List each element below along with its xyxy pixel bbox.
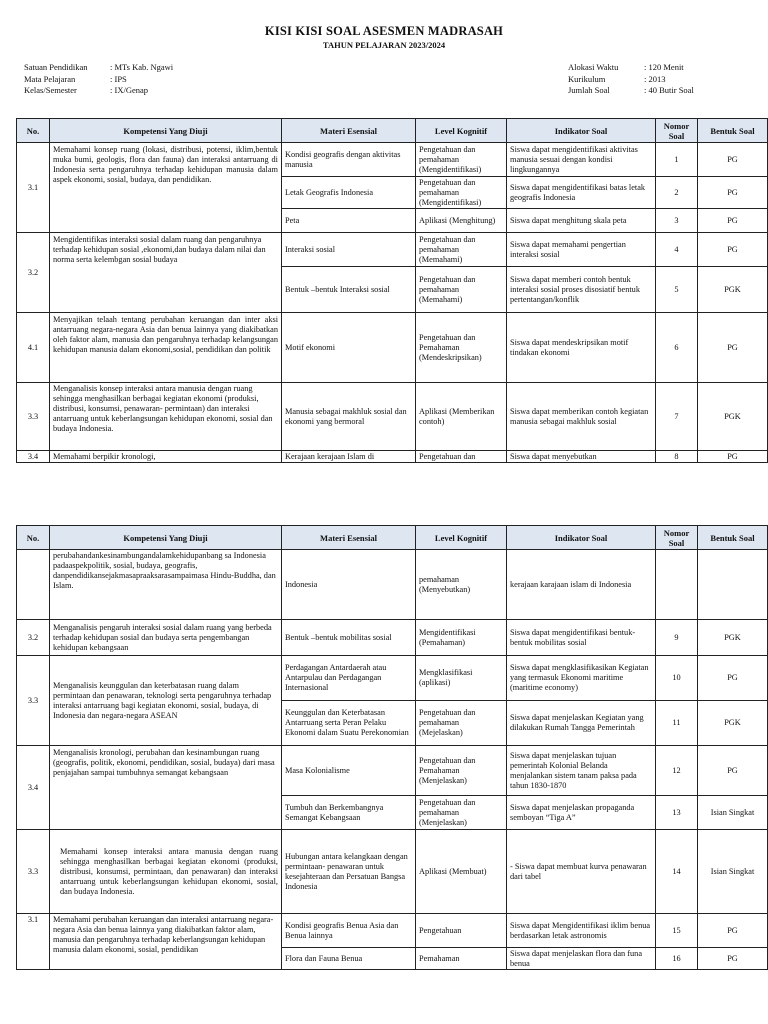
- table-row: [17, 233, 768, 267]
- table-row: [17, 620, 768, 656]
- cell-kompetensi: Menganalisis konsep interaksi antara manusia dengan ruang sehingga menghasilkan berbagai kegiatan ekonomi (produksi, distribusi, konsumsi, penawaran- permintaan) dan interaksi antarruang untuk keberlangsungan kehidupan ekonomi, sosial dan budaya Indonesia.: [50, 383, 282, 451]
- cell-materi: Tumbuh dan Berkembangnya Semangat Kebangsaan: [282, 796, 416, 830]
- cell-indikator: Siswa dapat memberi contoh bentuk interaksi sosial proses disosiatif bentuk pertentangan/konflik: [507, 267, 656, 313]
- cell-indikator: kerajaan karajaan islam di Indonesia: [507, 550, 656, 620]
- cell-no: 3.1: [17, 914, 50, 970]
- info-value: : 120 Menit: [644, 62, 684, 72]
- cell-materi: Perdagangan Antardaerah atau Antarpulau dan Perdagangan Internasional: [282, 656, 416, 701]
- cell-bentuk: PGK: [698, 267, 768, 313]
- cell-level: Aplikasi (Menghitung): [416, 209, 507, 233]
- cell-level: Aplikasi (Membuat): [416, 830, 507, 914]
- col-header-kompetensi: Kompetensi Yang Diuji: [50, 119, 282, 143]
- cell-nomor: 9: [656, 620, 698, 656]
- cell-bentuk: PG: [698, 914, 768, 948]
- cell-bentuk: PG: [698, 233, 768, 267]
- cell-kompetensi: Memahami konsep ruang (lokasi, distribusi, potensi, iklim,bentuk muka bumi, geologis, flora dan fauna) dan interaksi antarruang di Indonesia serta pengaruhnya terhadap kehidupan manusia dalam aspek ekonomi, sosial, budaya, dan pendidikan.: [50, 143, 282, 233]
- info-label: Satuan Pendidikan: [24, 62, 88, 72]
- cell-nomor: 6: [656, 313, 698, 383]
- cell-materi: Kerajaan kerajaan Islam di: [282, 451, 416, 463]
- col-header-no: No.: [17, 119, 50, 143]
- table-row: [17, 313, 768, 383]
- info-value: : 40 Butir Soal: [644, 85, 694, 95]
- cell-nomor: 14: [656, 830, 698, 914]
- info-value: : IX/Genap: [110, 85, 149, 95]
- info-row-alokasi: [568, 62, 694, 74]
- cell-nomor: 13: [656, 796, 698, 830]
- cell-level: Pengetahuan: [416, 914, 507, 948]
- cell-kompetensi: Menganalisis pengaruh interaksi sosial dalam ruang yang berbeda terhadap kehidupan sosial dan budaya serta pengembangan kehidupan kebangsaan: [50, 620, 282, 656]
- info-row-kelas: [24, 85, 173, 97]
- cell-no: 3.4: [17, 746, 50, 830]
- cell-level: Mengidentifikasi (Pemahaman): [416, 620, 507, 656]
- table-row: [17, 383, 768, 451]
- cell-no: 3.2: [17, 233, 50, 313]
- cell-materi: Indonesia: [282, 550, 416, 620]
- cell-kompetensi: Mengidentifikas interaksi sosial dalam ruang dan pengaruhnya terhadap kehidupan sosial ,ekonomi,dan budaya dalam nilai dan norma serta kelembgan sosial budaya: [50, 233, 282, 313]
- cell-level: Pengetahuan dan pemahaman (Mejelaskan): [416, 701, 507, 746]
- table-row: [17, 830, 768, 914]
- cell-bentuk: PG: [698, 746, 768, 796]
- col-header-materi: Materi Esensial: [282, 526, 416, 550]
- table-row: [17, 143, 768, 177]
- cell-no: 3.3: [17, 830, 50, 914]
- table-row: [17, 656, 768, 701]
- cell-indikator: Siswa dapat mengidentifikasi bentuk-bentuk mobilitas sosial: [507, 620, 656, 656]
- cell-nomor: 4: [656, 233, 698, 267]
- col-header-bentuk: Bentuk Soal: [698, 119, 768, 143]
- cell-materi: Masa Kolonialisme: [282, 746, 416, 796]
- cell-kompetensi: perubahandankesinambungandalamkehidupanbang sa Indonesia padaaspekpolitik, sosial, budaya, geografis, danpendidikansejakmasapraaksarasampaimasa Hindu-Buddha, dan Islam.: [50, 550, 282, 620]
- info-label: Jumlah Soal: [568, 85, 610, 95]
- col-header-bentuk: Bentuk Soal: [698, 526, 768, 550]
- info-label: Kurikulum: [568, 73, 606, 84]
- cell-level: Pengetahuan dan Pemahaman (Menjelaskan): [416, 746, 507, 796]
- cell-nomor: 3: [656, 209, 698, 233]
- info-value: : IPS: [110, 73, 127, 84]
- cell-nomor: 1: [656, 143, 698, 177]
- cell-indikator: Siswa dapat mengidentifikasi batas letak geografis Indonesia: [507, 177, 656, 209]
- info-row-jumlah: [568, 85, 694, 97]
- cell-bentuk: PG: [698, 143, 768, 177]
- cell-materi: Hubungan antara kelangkaan dengan permintaan- penawaran untuk kesejahteraan dan Persatuan Bangsa Indonesia: [282, 830, 416, 914]
- cell-indikator: Siswa dapat memahami pengertian interaksi sosial: [507, 233, 656, 267]
- cell-materi: Manusia sebagai makhluk sosial dan ekonomi yang bermoral: [282, 383, 416, 451]
- cell-nomor: 10: [656, 656, 698, 701]
- cell-indikator: Siswa dapat memberikan contoh kegiatan manusia sebagai makhluk sosial: [507, 383, 656, 451]
- col-header-indikator: Indikator Soal: [507, 526, 656, 550]
- info-label: Alokasi Waktu: [568, 62, 619, 72]
- cell-materi: Interaksi sosial: [282, 233, 416, 267]
- cell-bentuk: PG: [698, 313, 768, 383]
- col-header-materi: Materi Esensial: [282, 119, 416, 143]
- info-row-mapel: [24, 74, 173, 86]
- cell-nomor: 15: [656, 914, 698, 948]
- document-title: KISI KISI SOAL ASESMEN MADRASAH: [264, 24, 504, 38]
- cell-kompetensi: Menganalisis keunggulan dan keterbatasan ruang dalam permintaan dan penawaran, teknologi serta pengaruhnya terhadap interaksi antarruang bagi kegiatan ekonomi, sosial, budaya, di Indonesia dan negara-negara ASEAN: [50, 656, 282, 746]
- cell-nomor: 11: [656, 701, 698, 746]
- cell-indikator: Siswa dapat menjelaskan Kegiatan yang dilakukan Rumah Tangga Pemerintah: [507, 701, 656, 746]
- cell-kompetensi: Menganalisis kronologi, perubahan dan kesinambungan ruang (geografis, politik, ekonomi, pendidikan, sosial, budaya) dari masa penjajahan sampai tumbuhnya semangat kebangsaan: [50, 746, 282, 830]
- col-header-no: No.: [17, 526, 50, 550]
- cell-level: pemahaman (Menyebutkan): [416, 550, 507, 620]
- cell-kompetensi: Memahami perubahan keruangan dan interaksi antarruang negara-negara Asia dan benua lainnya yang diakibatkan faktor alam, manusia dan pengaruhnya terhadap keberlangsungan kehidupan manusia dalam ekonomi, sosial, pendidikan: [50, 914, 282, 970]
- table-row: [17, 746, 768, 796]
- cell-bentuk: Isian Singkat: [698, 796, 768, 830]
- cell-nomor: [656, 550, 698, 620]
- cell-kompetensi: Memahami berpikir kronologi,: [50, 451, 282, 463]
- cell-no: [17, 550, 50, 620]
- cell-materi: Letak Geografis Indonesia: [282, 177, 416, 209]
- cell-level: Pengetahuan dan pemahaman (Menjelaskan): [416, 796, 507, 830]
- cell-bentuk: PG: [698, 948, 768, 970]
- cell-materi: Motif ekonomi: [282, 313, 416, 383]
- cell-level: Aplikasi (Memberikan contoh): [416, 383, 507, 451]
- kisi-table-page-2: [16, 525, 768, 970]
- cell-kompetensi: Menyajikan telaah tentang perubahan keruangan dan inter aksi antarruang negara-negara Asia dan benua lainnya yang diakibatkan oleh faktor alam, manusia dan pengaruhnya terhadap kelangsungan kehidupan manusia dalam ekonomi,sosial, pendidikan dan politik: [50, 313, 282, 383]
- cell-nomor: 5: [656, 267, 698, 313]
- cell-indikator: Siswa dapat menjelaskan propaganda semboyan “Tiga A”: [507, 796, 656, 830]
- info-row-kurikulum: [568, 74, 694, 86]
- cell-bentuk: PG: [698, 177, 768, 209]
- col-header-nomor: Nomor Soal: [656, 119, 698, 143]
- cell-indikator: Siswa dapat menyebutkan: [507, 451, 656, 463]
- col-header-indikator: Indikator Soal: [507, 119, 656, 143]
- cell-materi: Bentuk –bentuk Interaksi sosial: [282, 267, 416, 313]
- cell-indikator: - Siswa dapat membuat kurva penawaran dari tabel: [507, 830, 656, 914]
- cell-bentuk: [698, 550, 768, 620]
- cell-level: Pengetahuan dan pemahaman (Memahami): [416, 233, 507, 267]
- cell-bentuk: PGK: [698, 620, 768, 656]
- cell-bentuk: PG: [698, 451, 768, 463]
- table-row: [17, 451, 768, 463]
- info-label: Mata Pelajaran: [24, 73, 76, 84]
- cell-level: Pengetahuan dan pemahaman (Memahami): [416, 267, 507, 313]
- col-header-kompetensi: Kompetensi Yang Diuji: [50, 526, 282, 550]
- table-header-row: [17, 526, 768, 550]
- cell-indikator: Siswa dapat mengidentifikasi aktivitas manusia sesuai dengan kondisi lingkungannya: [507, 143, 656, 177]
- info-value: : MTs Kab. Ngawi: [110, 62, 174, 72]
- info-label: Kelas/Semester: [24, 85, 77, 95]
- cell-level: Mengklasifikasi (aplikasi): [416, 656, 507, 701]
- cell-bentuk: PG: [698, 656, 768, 701]
- kisi-table-page-1: [16, 118, 768, 463]
- table-row: [17, 914, 768, 948]
- cell-nomor: 16: [656, 948, 698, 970]
- cell-no: 3.3: [17, 656, 50, 746]
- cell-materi: Bentuk –bentuk mobilitas sosial: [282, 620, 416, 656]
- cell-no: 4.1: [17, 313, 50, 383]
- cell-nomor: 7: [656, 383, 698, 451]
- cell-nomor: 12: [656, 746, 698, 796]
- cell-bentuk: PG: [698, 209, 768, 233]
- cell-level: Pengetahuan dan pemahaman (Mengidentifikasi): [416, 143, 507, 177]
- cell-indikator: Siswa dapat Mengidentifikasi iklim benua berdasarkan letak astronomis: [507, 914, 656, 948]
- cell-nomor: 8: [656, 451, 698, 463]
- cell-indikator: Siswa dapat menghitung skala peta: [507, 209, 656, 233]
- cell-kompetensi: Memahami konsep interaksi antara manusia dengan ruang sehingga menghasilkan berbagai kegiatan ekonomi (produksi, distribusi, konsumsi, permintaan, dan penawaran) dan interaksi antarruang untuk keberlangsungan kehidupan ekonomi, sosial, dan budaya Indonesia.: [50, 830, 282, 914]
- cell-no: 3.2: [17, 620, 50, 656]
- cell-bentuk: Isian Singkat: [698, 830, 768, 914]
- table-header-row: [17, 119, 768, 143]
- cell-indikator: Siswa dapat menjelaskan tujuan pemerintah Kolonial Belanda menjalankan sistem tanam paksa pada tahun 1830-1870: [507, 746, 656, 796]
- cell-materi: Keunggulan dan Keterbatasan Antarruang serta Peran Pelaku Ekonomi dalam Suatu Perekonomian: [282, 701, 416, 746]
- cell-level: Pengetahuan dan pemahaman (Mengidentifikasi): [416, 177, 507, 209]
- info-value: : 2013: [644, 73, 666, 84]
- cell-level: Pengetahuan dan Pemahaman (Mendeskripsikan): [416, 313, 507, 383]
- cell-nomor: 2: [656, 177, 698, 209]
- col-header-level: Level Kognitif: [416, 119, 507, 143]
- cell-level: Pengetahuan dan: [416, 451, 507, 463]
- info-row-satuan: [24, 62, 173, 74]
- cell-materi: Kondisi geografis Benua Asia dan Benua lainnya: [282, 914, 416, 948]
- cell-materi: Kondisi geografis dengan aktivitas manusia: [282, 143, 416, 177]
- cell-indikator: Siswa dapat mendeskripsikan motif tindakan ekonomi: [507, 313, 656, 383]
- info-right-block: [568, 62, 694, 97]
- cell-bentuk: PGK: [698, 701, 768, 746]
- cell-indikator: Siswa dapat menjelaskan flora dan funa benua: [507, 948, 656, 970]
- table-row: [17, 550, 768, 620]
- cell-no: 3.4: [17, 451, 50, 463]
- document-subtitle: TAHUN PELAJARAN 2023/2024: [322, 40, 446, 50]
- info-left-block: [24, 62, 173, 97]
- cell-bentuk: PGK: [698, 383, 768, 451]
- cell-indikator: Siswa dapat mengklasifikasikan Kegiatan yang termasuk Ekonomi maritime (maritime economy): [507, 656, 656, 701]
- cell-no: 3.1: [17, 143, 50, 233]
- col-header-level: Level Kognitif: [416, 526, 507, 550]
- cell-materi: Peta: [282, 209, 416, 233]
- cell-no: 3.3: [17, 383, 50, 451]
- cell-level: Pemahaman: [416, 948, 507, 970]
- col-header-nomor: Nomor Soal: [656, 526, 698, 550]
- cell-materi: Flora dan Fauna Benua: [282, 948, 416, 970]
